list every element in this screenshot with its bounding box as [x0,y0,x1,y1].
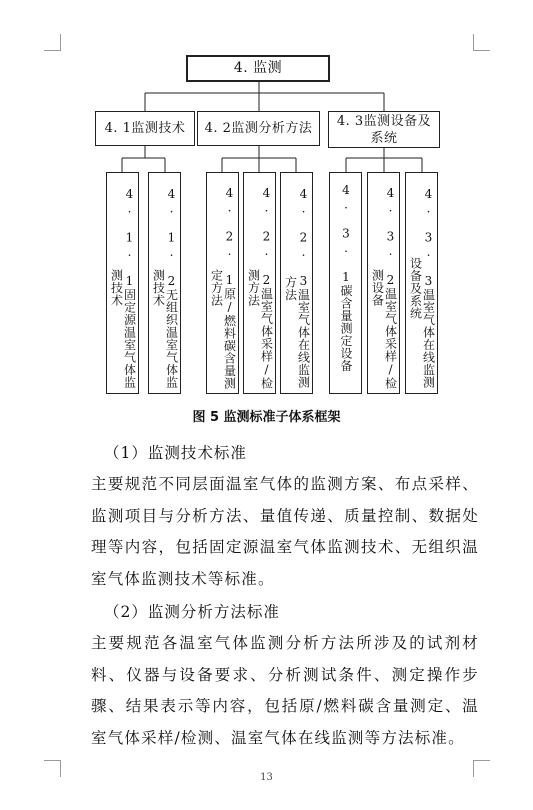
leaf-node-fixed-source-technology: 4. 1. 1固定源温室气体监测技术 [106,172,139,394]
monitoring-standards-diagram [0,0,533,400]
leaf-node-fugitive-technology: 4. 1. 2无组织温室气体监测技术 [148,172,181,394]
leaf-node-online-monitoring-method: 4. 2. 3温室气体在线监测方法 [280,172,313,394]
section-body-monitoring-technology: 主要规范不同层面温室气体的监测方案、布点采样、监测项目与分析方法、量值传递、质量控制、数据处理等内容，包括固定源温室气体监测技术、无组织温室气体监测技术等标准。 [91,475,479,588]
leaf-node-carbon-content-equipment: 4. 3. 1碳含量测定设备 [329,172,362,394]
section-body-analysis-methods: 主要规范各温室气体监测分析方法所涉及的试剂材料、仪器与设备要求、分析测试条件、测定操作步骤、结果表示等内容，包括原/燃料碳含量测定、温室气体采样/检测、温室气体在线监测等方法标准。 [91,634,479,747]
section-heading-monitoring-technology: （1）监测技术标准 [104,444,247,462]
page-number: 13 [260,772,273,783]
leaf-node-carbon-content-method: 4. 2. 1原/燃料碳含量测定方法 [206,172,239,394]
root-node: 4. 监测 [186,55,330,82]
leaf-node-sampling-detection-method: 4. 2. 2温室气体采样/检测方法 [243,172,276,394]
leaf-node-sampling-detection-equipment: 4. 3. 2温室气体采样/检测设备 [367,172,400,394]
figure-caption: 图 5 监测标准子体系框架 [192,410,341,425]
branch-node-analysis-methods: 4. 2监测分析方法 [197,111,320,146]
branch-node-equipment-systems: 4. 3监测设备及系统 [328,111,440,148]
section-heading-analysis-methods: （2）监测分析方法标准 [104,603,280,621]
leaf-node-online-monitoring-equipment: 4. 3. 3温室气体在线监测设备及系统 [405,172,438,394]
branch-node-monitoring-technology: 4. 1监测技术 [95,111,195,146]
